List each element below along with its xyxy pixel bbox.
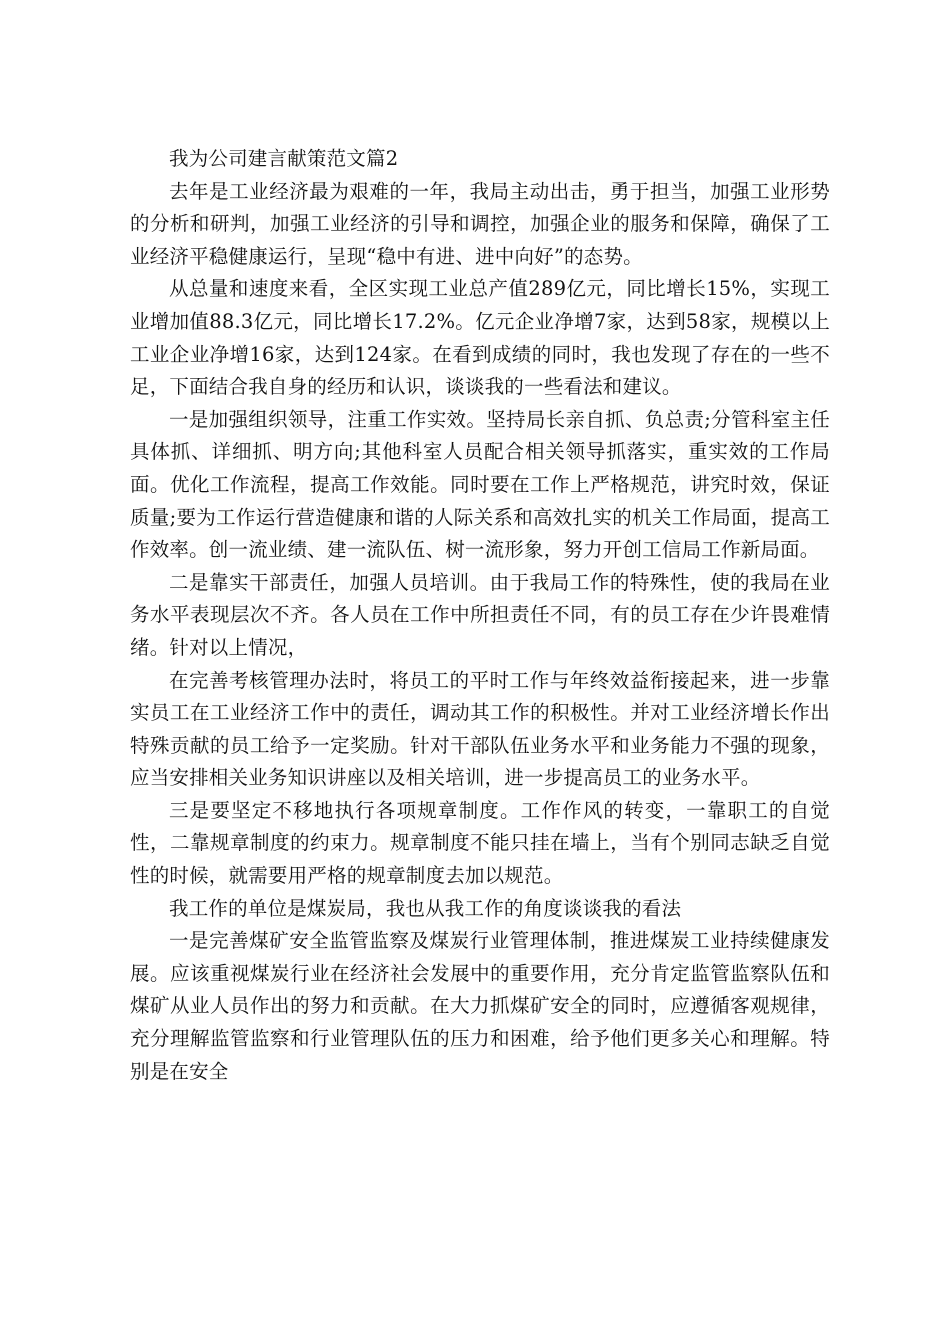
paragraph-3: 一是加强组织领导，注重工作实效。坚持局长亲自抓、负总责;分管科室主任具体抓、详细抓、明方向;其他科室人员配合相关领导抓落实，重实效的工作局面。优化工作流程，提高工作效能。同时要在工作上严格规范，讲究时效，保证质量;要为工作运行营造健康和谐的人际关系和高效扎实的机关工作局面，提高工作效率。创一流业绩、建一流队伍、树一流形象，努力开创工信局工作新局面。 bbox=[130, 407, 830, 562]
paragraph-6: 三是要坚定不移地执行各项规章制度。工作作风的转变，一靠职工的自觉性，二靠规章制度的约束力。规章制度不能只挂在墙上，当有个别同志缺乏自觉性的时候，就需要用严格的规章制度去加以规范。 bbox=[130, 798, 830, 888]
paragraph-2: 从总量和速度来看，全区实现工业总产值289亿元，同比增长15%，实现工业增加值88.3亿元，同比增长17.2%。亿元企业净增7家，达到58家，规模以上工业企业净增16家，达到124家。在看到成绩的同时，我也发现了存在的一些不足，下面结合我自身的经历和认识，谈谈我的一些看法和建议。 bbox=[130, 277, 830, 399]
paragraph-4: 二是靠实干部责任，加强人员培训。由于我局工作的特殊性，使的我局在业务水平表现层次不齐。各人员在工作中所担责任不同，有的员工存在少许畏难情绪。针对以上情况， bbox=[130, 570, 830, 659]
paragraph-7: 我工作的单位是煤炭局，我也从我工作的角度谈谈我的看法 bbox=[169, 896, 682, 920]
document-title: 我为公司建言献策范文篇2 bbox=[169, 147, 399, 170]
paragraph-5: 在完善考核管理办法时，将员工的平时工作与年终效益衔接起来，进一步靠实员工在工业经济工作中的责任，调动其工作的积极性。并对工业经济增长作出特殊贡献的员工给予一定奖励。针对干部队伍业务水平和业务能力不强的现象，应当安排相关业务知识讲座以及相关培训，进一步提高员工的业务水平。 bbox=[130, 668, 830, 790]
document-body bbox=[130, 143, 830, 1088]
paragraph-1: 去年是工业经济最为艰难的一年，我局主动出击，勇于担当，加强工业形势的分析和研判，加强工业经济的引导和调控，加强企业的服务和保障，确保了工业经济平稳健康运行，呈现“稳中有进、进中向好”的态势。 bbox=[130, 179, 830, 268]
paragraph-8: 一是完善煤矿安全监管监察及煤炭行业管理体制，推进煤炭工业持续健康发展。应该重视煤炭行业在经济社会发展中的重要作用，充分肯定监管监察队伍和煤矿从业人员作出的努力和贡献。在大力抓煤矿安全的同时，应遵循客观规律，充分理解监管监察和行业管理队伍的压力和困难，给予他们更多关心和理解。特别是在安全 bbox=[130, 929, 830, 1083]
